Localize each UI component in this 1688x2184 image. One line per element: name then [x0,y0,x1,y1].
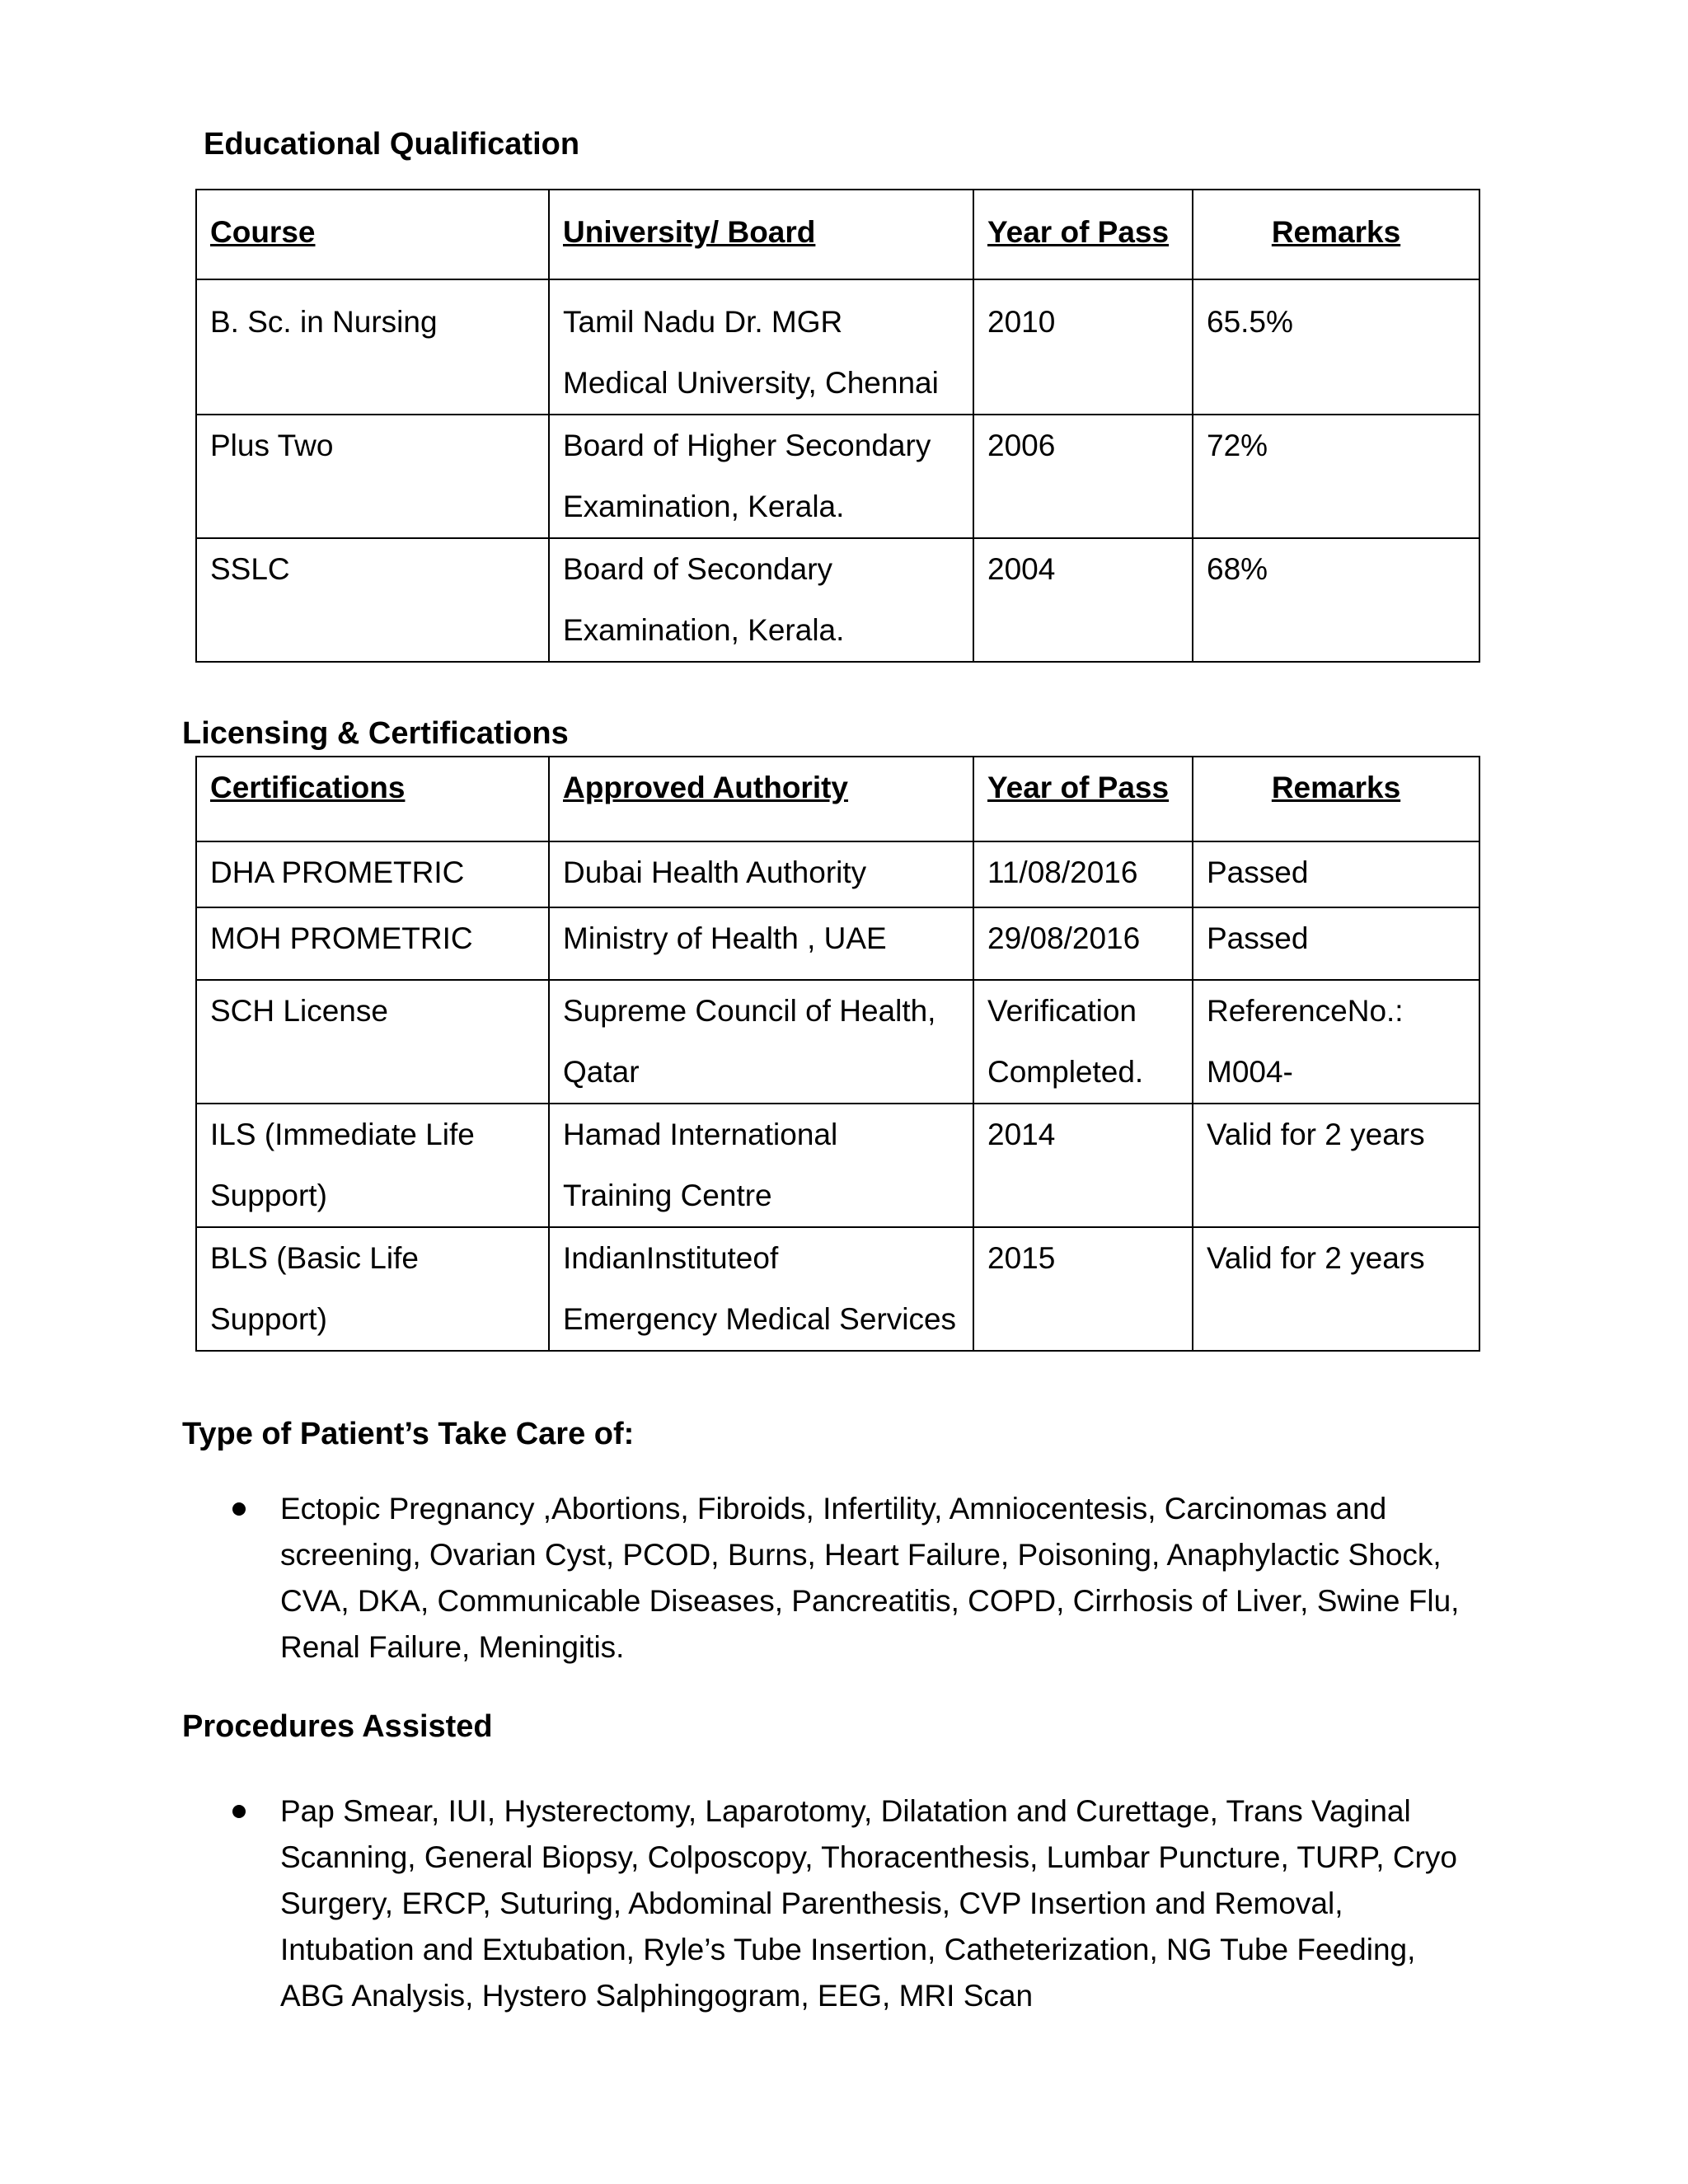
header-remarks: Remarks [1193,190,1479,279]
cell-course: SSLC [196,538,549,662]
cell-remarks: Passed [1193,907,1479,980]
cell-year: 29/08/2016 [973,907,1193,980]
cell-authority: IndianInstituteof Emergency Medical Services [549,1227,973,1351]
cell-authority: Supreme Council of Health, Qatar [549,980,973,1104]
cell-authority: Dubai Health Authority [549,841,973,907]
header-course: Course [196,190,549,279]
cell-remarks: ReferenceNo.: M004- [1193,980,1479,1104]
list-item-text: Pap Smear, IUI, Hysterectomy, Laparotomy, Dilatation and Curettage, Trans Vaginal Scanning, General Biopsy, Colposcopy, Thoracenthesis, Lumbar Puncture, TURP, Cryo Surgery, ERCP, Suturing, Abdominal Parenthesis, CVP Insertion and Removal, Intubation and Extubation, Ryle’s Tube Insertion, Catheterization, NG Tube Feeding, ABG Analysis, Hystero Salphingogram, EEG, MRI Scan [280,1794,1457,2013]
licensing-table [195,756,1480,1352]
procedures-list [280,1788,1475,2019]
header-certifications: Certifications [196,757,549,841]
patients-list [280,1486,1475,1671]
procedures-heading: Procedures Assisted [182,1709,493,1744]
header-year: Year of Pass [973,757,1193,841]
cell-year: 2015 [973,1227,1193,1351]
header-university: University/ Board [549,190,973,279]
education-heading: Educational Qualification [204,127,580,162]
table-header-row [196,190,1479,279]
header-year: Year of Pass [973,190,1193,279]
cell-remarks: Passed [1193,841,1479,907]
cell-year: 2010 [973,279,1193,415]
cell-board: Board of Higher Secondary Examination, Kerala. [549,415,973,538]
cell-board: Tamil Nadu Dr. MGR Medical University, Chennai [549,279,973,415]
cell-remarks: 72% [1193,415,1479,538]
cell-cert: DHA PROMETRIC [196,841,549,907]
cell-cert: MOH PROMETRIC [196,907,549,980]
cell-authority: Hamad International Training Centre [549,1104,973,1227]
table-row [196,907,1479,980]
cell-remarks: Valid for 2 years [1193,1227,1479,1351]
table-row [196,980,1479,1104]
cell-course: B. Sc. in Nursing [196,279,549,415]
header-remarks: Remarks [1193,757,1479,841]
table-row [196,279,1479,415]
cell-remarks: 65.5% [1193,279,1479,415]
cell-cert: SCH License [196,980,549,1104]
cell-cert: BLS (Basic Life Support) [196,1227,549,1351]
cell-year: 11/08/2016 [973,841,1193,907]
bullet-icon [232,1502,246,1516]
list-item-text: Ectopic Pregnancy ,Abortions, Fibroids, Infertility, Amniocentesis, Carcinomas and screening, Ovarian Cyst, PCOD, Burns, Heart Failure, Poisoning, Anaphylactic Shock, CVA, DKA, Communicable Diseases, Pancreatitis, COPD, Cirrhosis of Liver, Swine Flu, Renal Failure, Meningitis. [280,1492,1460,1664]
patients-heading: Type of Patient’s Take Care of: [182,1417,635,1451]
cell-remarks: Valid for 2 years [1193,1104,1479,1227]
table-row [196,841,1479,907]
table-row [196,538,1479,662]
table-row [196,415,1479,538]
table-row [196,1104,1479,1227]
education-table [195,189,1480,663]
cell-remarks: 68% [1193,538,1479,662]
bullet-icon [232,1805,246,1818]
cell-year: Verification Completed. [973,980,1193,1104]
list-item [280,1486,1475,1671]
cell-authority: Ministry of Health , UAE [549,907,973,980]
cell-board: Board of Secondary Examination, Kerala. [549,538,973,662]
cell-cert: ILS (Immediate Life Support) [196,1104,549,1227]
licensing-heading: Licensing & Certifications [182,716,569,751]
cell-course: Plus Two [196,415,549,538]
table-header-row [196,757,1479,841]
table-row [196,1227,1479,1351]
cell-year: 2006 [973,415,1193,538]
cell-year: 2004 [973,538,1193,662]
header-authority: Approved Authority [549,757,973,841]
list-item [280,1788,1475,2019]
cell-year: 2014 [973,1104,1193,1227]
